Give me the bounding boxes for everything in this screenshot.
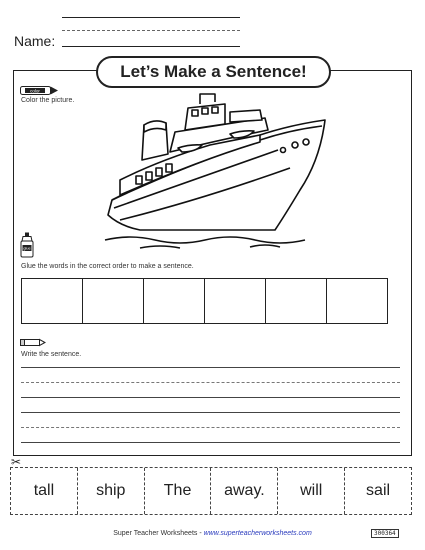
- glue-box-4[interactable]: [204, 278, 266, 324]
- pencil-icon: [20, 338, 46, 347]
- name-label: Name:: [14, 33, 56, 49]
- word-card[interactable]: The: [145, 468, 212, 514]
- worksheet-title: Let’s Make a Sentence!: [96, 56, 331, 88]
- word-card[interactable]: sail: [366, 482, 391, 499]
- writing-line-top[interactable]: [21, 367, 400, 368]
- word-card[interactable]: away.: [211, 468, 278, 514]
- color-instruction: Color the picture.: [21, 97, 75, 104]
- glue-box-5[interactable]: [265, 278, 327, 324]
- writing-line-base[interactable]: [21, 397, 400, 398]
- glue-box-2[interactable]: [82, 278, 144, 324]
- glue-box-6[interactable]: [326, 278, 388, 324]
- word-card[interactable]: ship: [78, 468, 145, 514]
- ship-illustration[interactable]: [100, 90, 330, 250]
- worksheet-code: 300364: [371, 529, 399, 538]
- glue-box-3[interactable]: [143, 278, 205, 324]
- crayon-icon-label: color: [30, 88, 40, 94]
- word-card[interactable]: tall: [11, 468, 78, 514]
- footer-site-link[interactable]: www.superteacherworksheets.com: [203, 530, 312, 537]
- write-instruction: Write the sentence.: [21, 351, 82, 358]
- cut-out-word-row: [10, 467, 412, 515]
- crayon-icon: [20, 86, 60, 95]
- glue-instruction: Glue the words in the correct order to make a sentence.: [21, 263, 194, 270]
- writing-line-mid[interactable]: [21, 382, 400, 383]
- name-line[interactable]: [62, 46, 240, 47]
- footer: [0, 530, 425, 537]
- scissors-icon: ✂: [11, 455, 22, 469]
- word-card[interactable]: will: [278, 468, 345, 514]
- glue-box-row: [21, 278, 387, 324]
- name-top-line: [62, 17, 240, 18]
- writing-line-base[interactable]: [21, 442, 400, 443]
- glue-box-1[interactable]: [21, 278, 83, 324]
- footer-site-name: Super Teacher Worksheets -: [113, 530, 204, 537]
- glue-icon-label: glue: [23, 246, 31, 251]
- glue-bottle-icon: [20, 232, 34, 258]
- writing-line-top[interactable]: [21, 412, 400, 413]
- name-dash-line: [62, 30, 240, 31]
- writing-line-mid[interactable]: [21, 427, 400, 428]
